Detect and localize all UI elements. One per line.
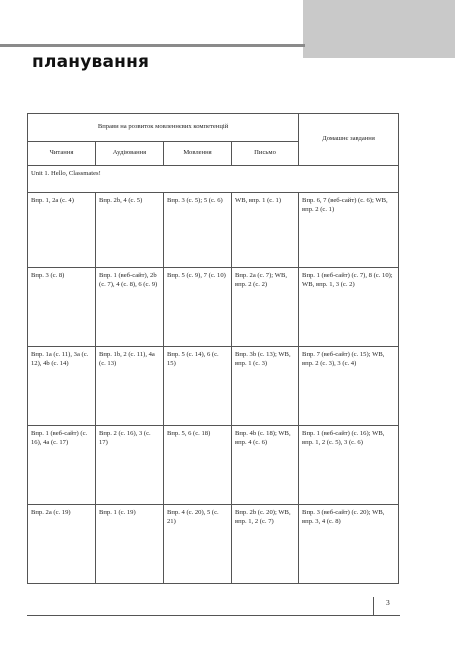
table-cell: Впр. 3 (с. 8)	[28, 268, 96, 347]
table-row	[28, 268, 399, 347]
column-header-writing: Письмо	[232, 142, 299, 166]
table-cell: Впр. 3b (с. 13); WB, впр. 1 (с. 3)	[232, 347, 299, 426]
unit-title: Unit 1. Hello, Classmates!	[28, 166, 399, 193]
table-cell: Впр. 5 (с. 14), 6 (с. 15)	[164, 347, 232, 426]
planning-table	[27, 113, 399, 584]
table-cell: Впр. 1 (веб-сайт) (с. 16); WB, впр. 1, 2 (с. 5), 3 (с. 6)	[299, 426, 399, 505]
table-cell: Впр. 5, 6 (с. 18)	[164, 426, 232, 505]
table-cell: Впр. 2а (с. 19)	[28, 505, 96, 584]
table-row	[28, 347, 399, 426]
footer-rule	[27, 615, 374, 616]
homework-header: Домашнє завдання	[299, 114, 399, 166]
table-cell: Впр. 2 (с. 16), 3 (с. 17)	[96, 426, 164, 505]
table-cell: Впр. 1 (веб-сайт) (с. 7), 8 (с. 10); WB, впр. 1, 3 (с. 2)	[299, 268, 399, 347]
page-number: 3	[386, 598, 390, 607]
table-cell: Впр. 4b (с. 18); WB, впр. 4 (с. 6)	[232, 426, 299, 505]
table-cell: Впр. 2b, 4 (с. 5)	[96, 193, 164, 268]
table-cell: Впр. 2а (с. 7); WB, впр. 2 (с. 2)	[232, 268, 299, 347]
table-cell: Впр. 1, 2а (с. 4)	[28, 193, 96, 268]
table-cell: Впр. 5 (с. 9), 7 (с. 10)	[164, 268, 232, 347]
table-row	[28, 505, 399, 584]
table-cell: Впр. 6, 7 (веб-сайт) (с. 6); WB, впр. 2 (с. 1)	[299, 193, 399, 268]
column-header-reading: Читання	[28, 142, 96, 166]
header-tab-decoration	[303, 0, 455, 58]
table-cell: WB, впр. 1 (с. 1)	[232, 193, 299, 268]
unit-row	[28, 166, 399, 193]
table-cell: Впр. 1 (с. 19)	[96, 505, 164, 584]
table-cell: Впр. 1 (веб-сайт), 2b (с. 7), 4 (с. 8), 6 (с. 9)	[96, 268, 164, 347]
table-cell: Впр. 1 (веб-сайт) (с. 16), 4а (с. 17)	[28, 426, 96, 505]
table-header-row	[28, 114, 399, 142]
column-header-listening: Аудіювання	[96, 142, 164, 166]
table-cell: Впр. 3 (с. 5); 5 (с. 6)	[164, 193, 232, 268]
header-rule	[0, 44, 305, 47]
table-cell: Впр. 1b, 2 (с. 11), 4а (с. 13)	[96, 347, 164, 426]
table-cell: Впр. 7 (веб-сайт) (с. 15); WB, впр. 2 (с. 3), 3 (с. 4)	[299, 347, 399, 426]
column-header-speaking: Мовлення	[164, 142, 232, 166]
table-row	[28, 193, 399, 268]
table-row	[28, 426, 399, 505]
group-header: Вправи на розвиток мовленнєвих компетенцій	[28, 114, 299, 142]
table-cell: Впр. 3 (веб-сайт) (с. 20); WB, впр. 3, 4 (с. 8)	[299, 505, 399, 584]
table-cell: Впр. 4 (с. 20), 5 (с. 21)	[164, 505, 232, 584]
table-cell: Впр. 1а (с. 11), 3а (с. 12), 4b (с. 14)	[28, 347, 96, 426]
page-title: планування	[32, 52, 150, 72]
table-cell: Впр. 2b (с. 20); WB, впр. 1, 2 (с. 7)	[232, 505, 299, 584]
